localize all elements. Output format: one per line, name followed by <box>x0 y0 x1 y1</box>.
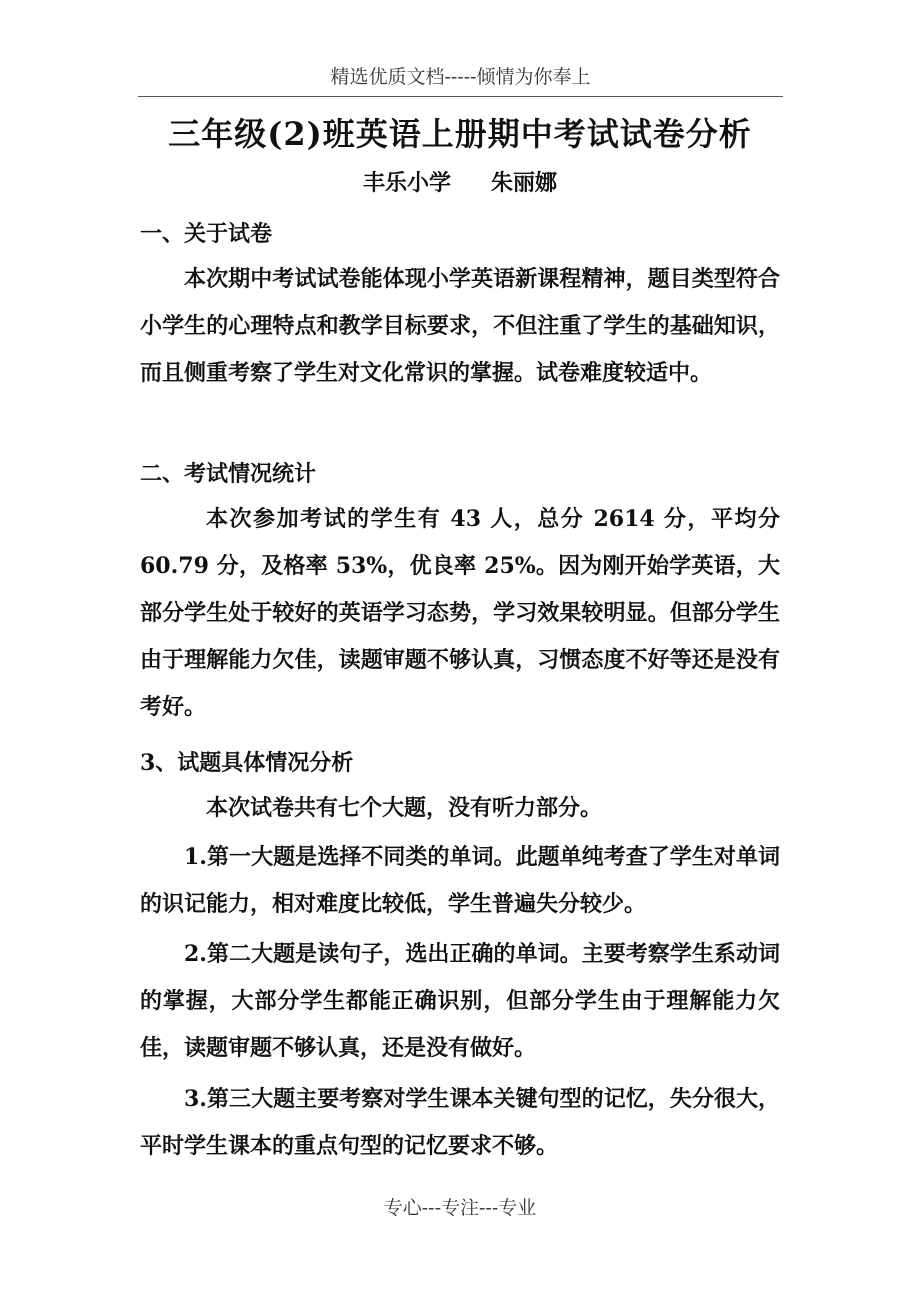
section-2-paragraph: 本次参加考试的学生有 43 人，总分 2614 分，平均分 60.79 分，及格率 53%，优良率 25%。因为刚开始学英语，大部分学生处于较好的英语学习态势，学习效果较明显。但部分学生由于理解能力欠佳，读题审题不够认真，习惯态度不好等还是没有考好。 <box>140 506 788 720</box>
section-1-paragraph: 本次期中考试试卷能体现小学英语新课程精神，题目类型符合小学生的心理特点和教学目标要求，不但注重了学生的基础知识，而且侧重考察了学生对文化常识的掌握。试卷难度较适中。 <box>140 266 780 386</box>
document-title: 三年级(2)班英语上册期中考试试卷分析 <box>168 115 752 153</box>
section-1-heading: 一、关于试卷 <box>140 221 273 247</box>
author-line <box>0 165 920 201</box>
section-2-heading: 二、考试情况统计 <box>140 461 317 487</box>
section-3-heading: 3、试题具体情况分析 <box>140 750 354 776</box>
author-school: 丰乐小学 <box>362 170 451 196</box>
author-name: 朱丽娜 <box>491 170 558 196</box>
section-3-item-1: 1.第一大题是选择不同类的单词。此题单纯考查了学生对单词的识记能力，相对难度比较低，学生普遍失分较少。 <box>140 844 780 917</box>
section-3-item-3: 3.第三大题主要考察对学生课本关键句型的记忆，失分很大，平时学生课本的重点句型的记忆要求不够。 <box>140 1086 780 1159</box>
page-footer: 专心---专注---专业 <box>383 1197 537 1219</box>
section-3-intro: 本次试卷共有七个大题，没有听力部分。 <box>206 795 603 821</box>
section-3-item-2: 2.第二大题是读句子，选出正确的单词。主要考察学生系动词的掌握，大部分学生都能正确识别，但部分学生由于理解能力欠佳，读题审题不够认真，还是没有做好。 <box>140 941 780 1061</box>
page-header: 精选优质文档-----倾情为你奉上 <box>138 62 783 97</box>
